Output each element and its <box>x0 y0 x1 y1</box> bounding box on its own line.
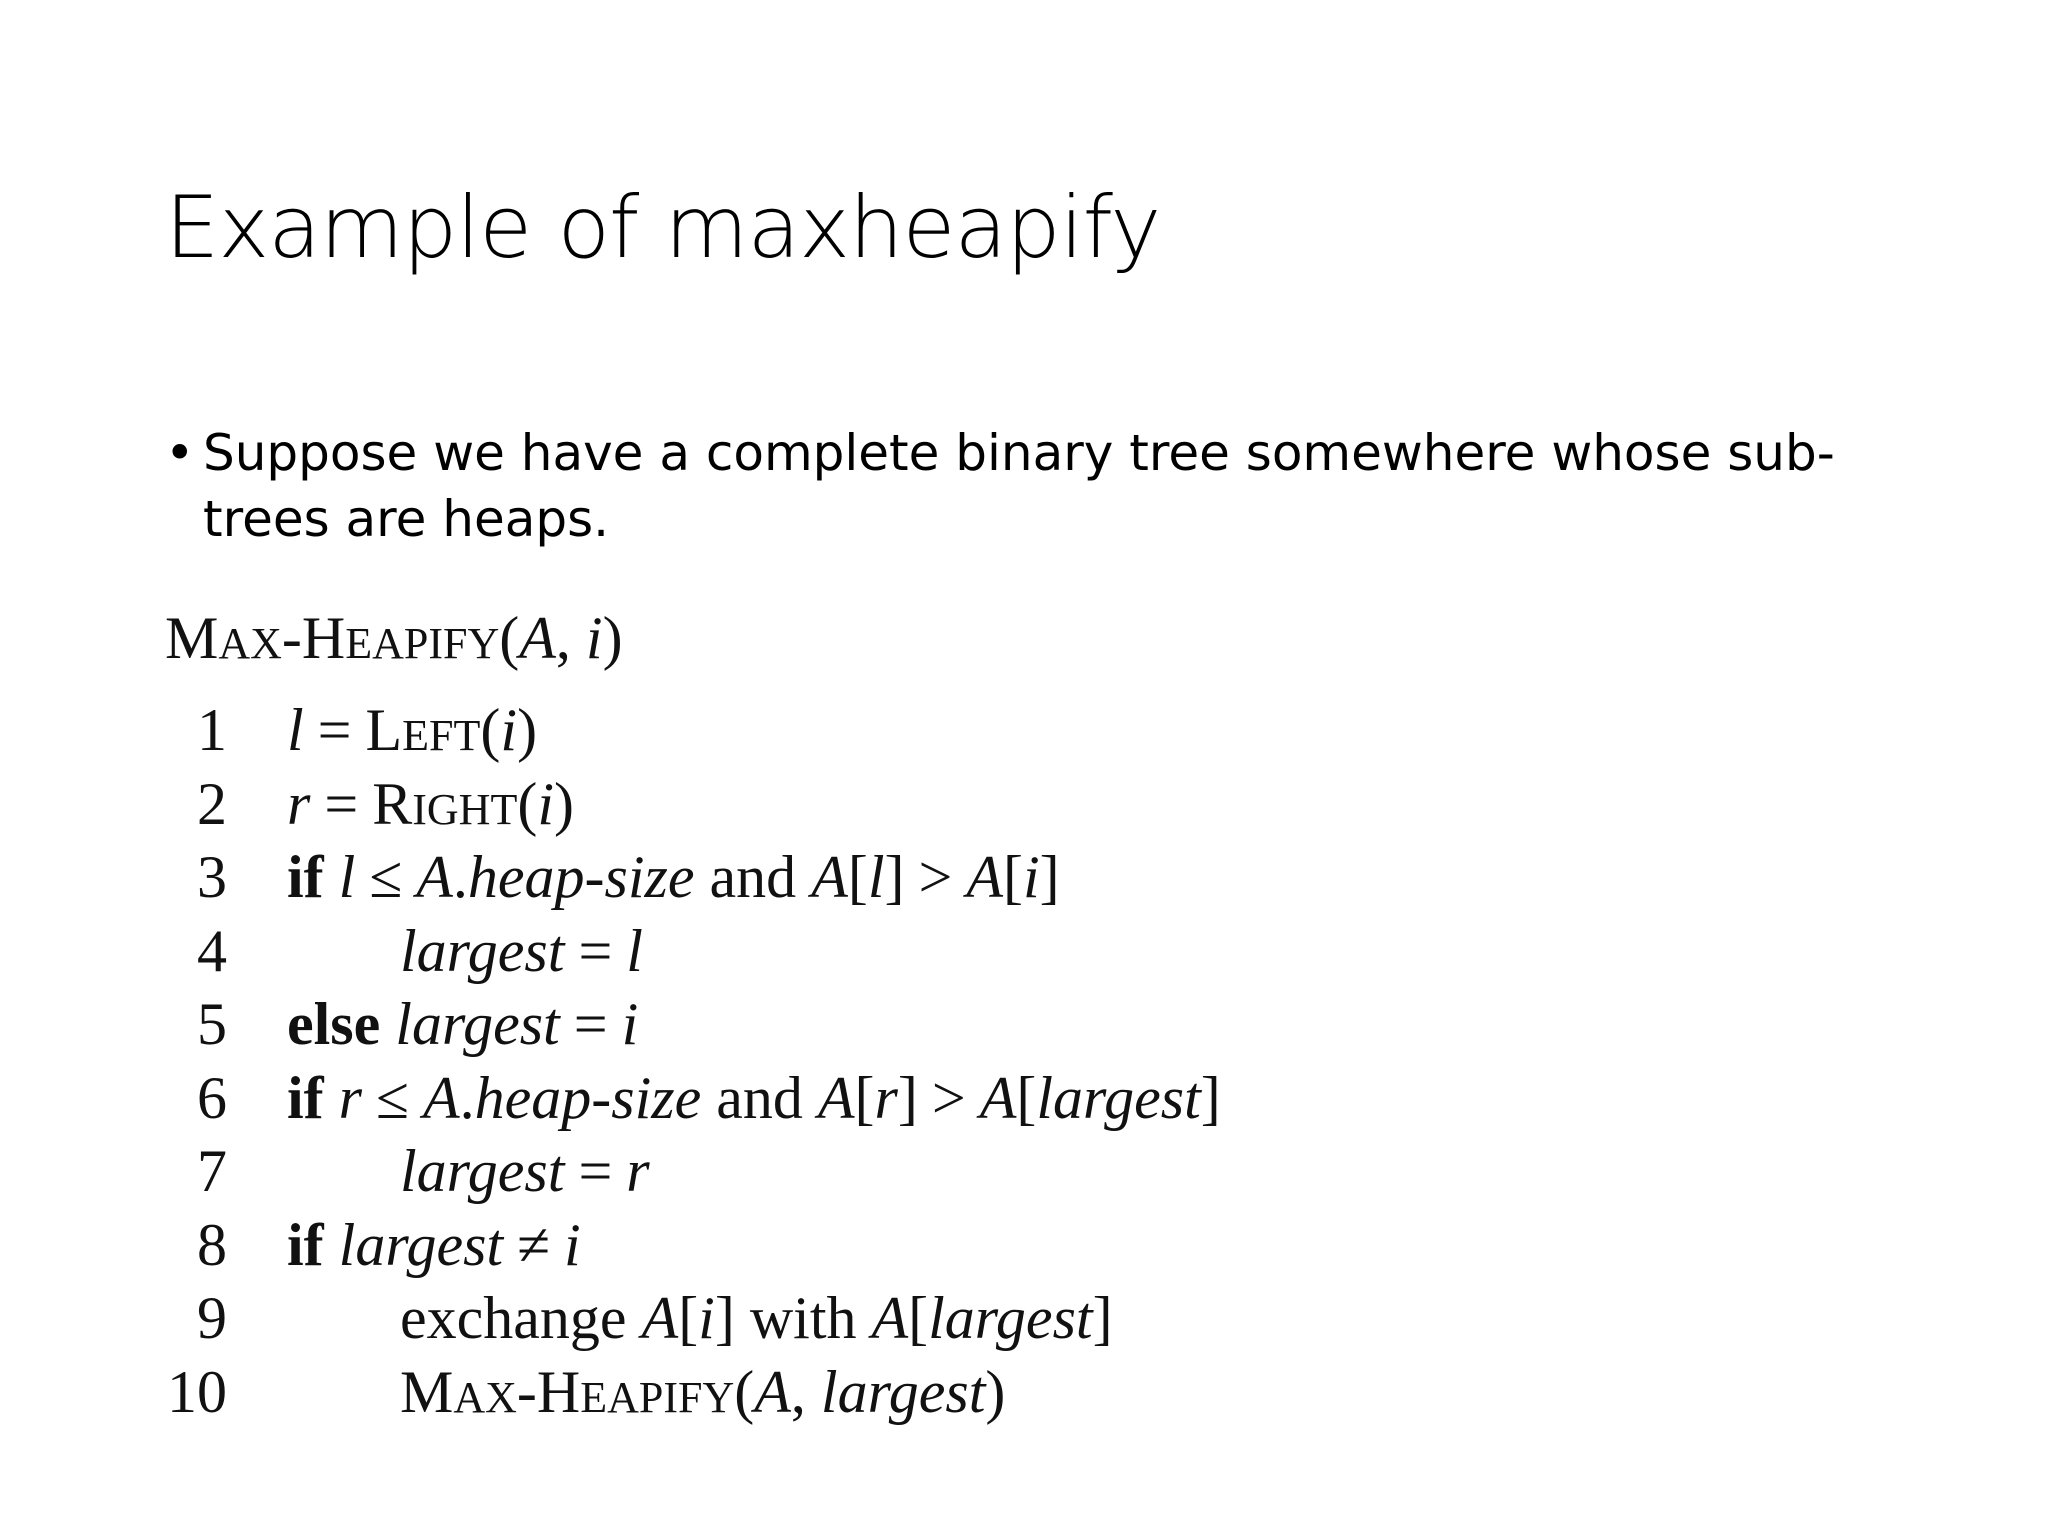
line-number: 10 <box>167 1358 227 1425</box>
code-line <box>165 915 643 989</box>
procedure-params: i <box>585 605 603 671</box>
code-line <box>165 768 623 842</box>
line-number: 9 <box>197 1285 227 1351</box>
code-line <box>165 1135 650 1209</box>
code-text: if r ≤ A.heap-size and A[r] > A[largest] <box>287 1064 1221 1131</box>
code-text: r = RIGHT(i) <box>287 770 574 837</box>
code-line <box>165 1282 1113 1356</box>
line-number: 5 <box>197 991 227 1057</box>
procedure-name-part: M <box>165 605 219 671</box>
line-number: 2 <box>197 770 227 837</box>
code-text: exchange A[i] with A[largest] <box>400 1285 1113 1351</box>
algorithm-signature <box>165 600 623 676</box>
code-line <box>165 988 639 1062</box>
code-line <box>165 694 623 768</box>
code-text: MAX-HEAPIFY(A, largest) <box>400 1358 1006 1425</box>
slide-title: Example of maxheapify <box>165 178 1161 278</box>
line-number: 7 <box>197 1138 227 1204</box>
line-number: 1 <box>197 697 227 763</box>
line-number: 4 <box>197 917 227 984</box>
procedure-params: ( <box>499 605 520 671</box>
code-text: if largest ≠ i <box>287 1211 581 1278</box>
procedure-name-part: AX <box>218 619 282 668</box>
algorithm-pseudocode <box>165 600 1221 1429</box>
procedure-params: A <box>519 605 556 671</box>
procedure-name-part: - <box>281 605 302 671</box>
code-line <box>165 841 1060 915</box>
procedure-name-part: H <box>301 605 346 671</box>
bullet-marker: • <box>165 424 195 482</box>
bullet-item <box>165 420 1865 552</box>
code-line <box>165 1356 1006 1430</box>
code-line <box>165 1062 1221 1136</box>
code-text: if l ≤ A.heap-size and A[l] > A[i] <box>287 844 1060 910</box>
code-text: l = LEFT(i) <box>287 697 538 763</box>
code-text: else largest = i <box>287 991 639 1057</box>
line-number: 6 <box>197 1064 227 1131</box>
code-text: largest = l <box>400 917 643 984</box>
code-line <box>165 1209 623 1283</box>
line-number: 8 <box>197 1211 227 1278</box>
code-text: largest = r <box>400 1138 650 1204</box>
bullet-text: Suppose we have a complete binary tree somewhere whose sub-trees are heaps. <box>203 424 1835 548</box>
line-number: 3 <box>197 844 227 910</box>
algorithm-lines <box>165 694 1221 1429</box>
procedure-params: ) <box>602 605 623 671</box>
procedure-params: , <box>555 605 586 671</box>
bullet-list <box>165 420 1865 552</box>
procedure-name-part: EAPIFY <box>345 619 500 668</box>
